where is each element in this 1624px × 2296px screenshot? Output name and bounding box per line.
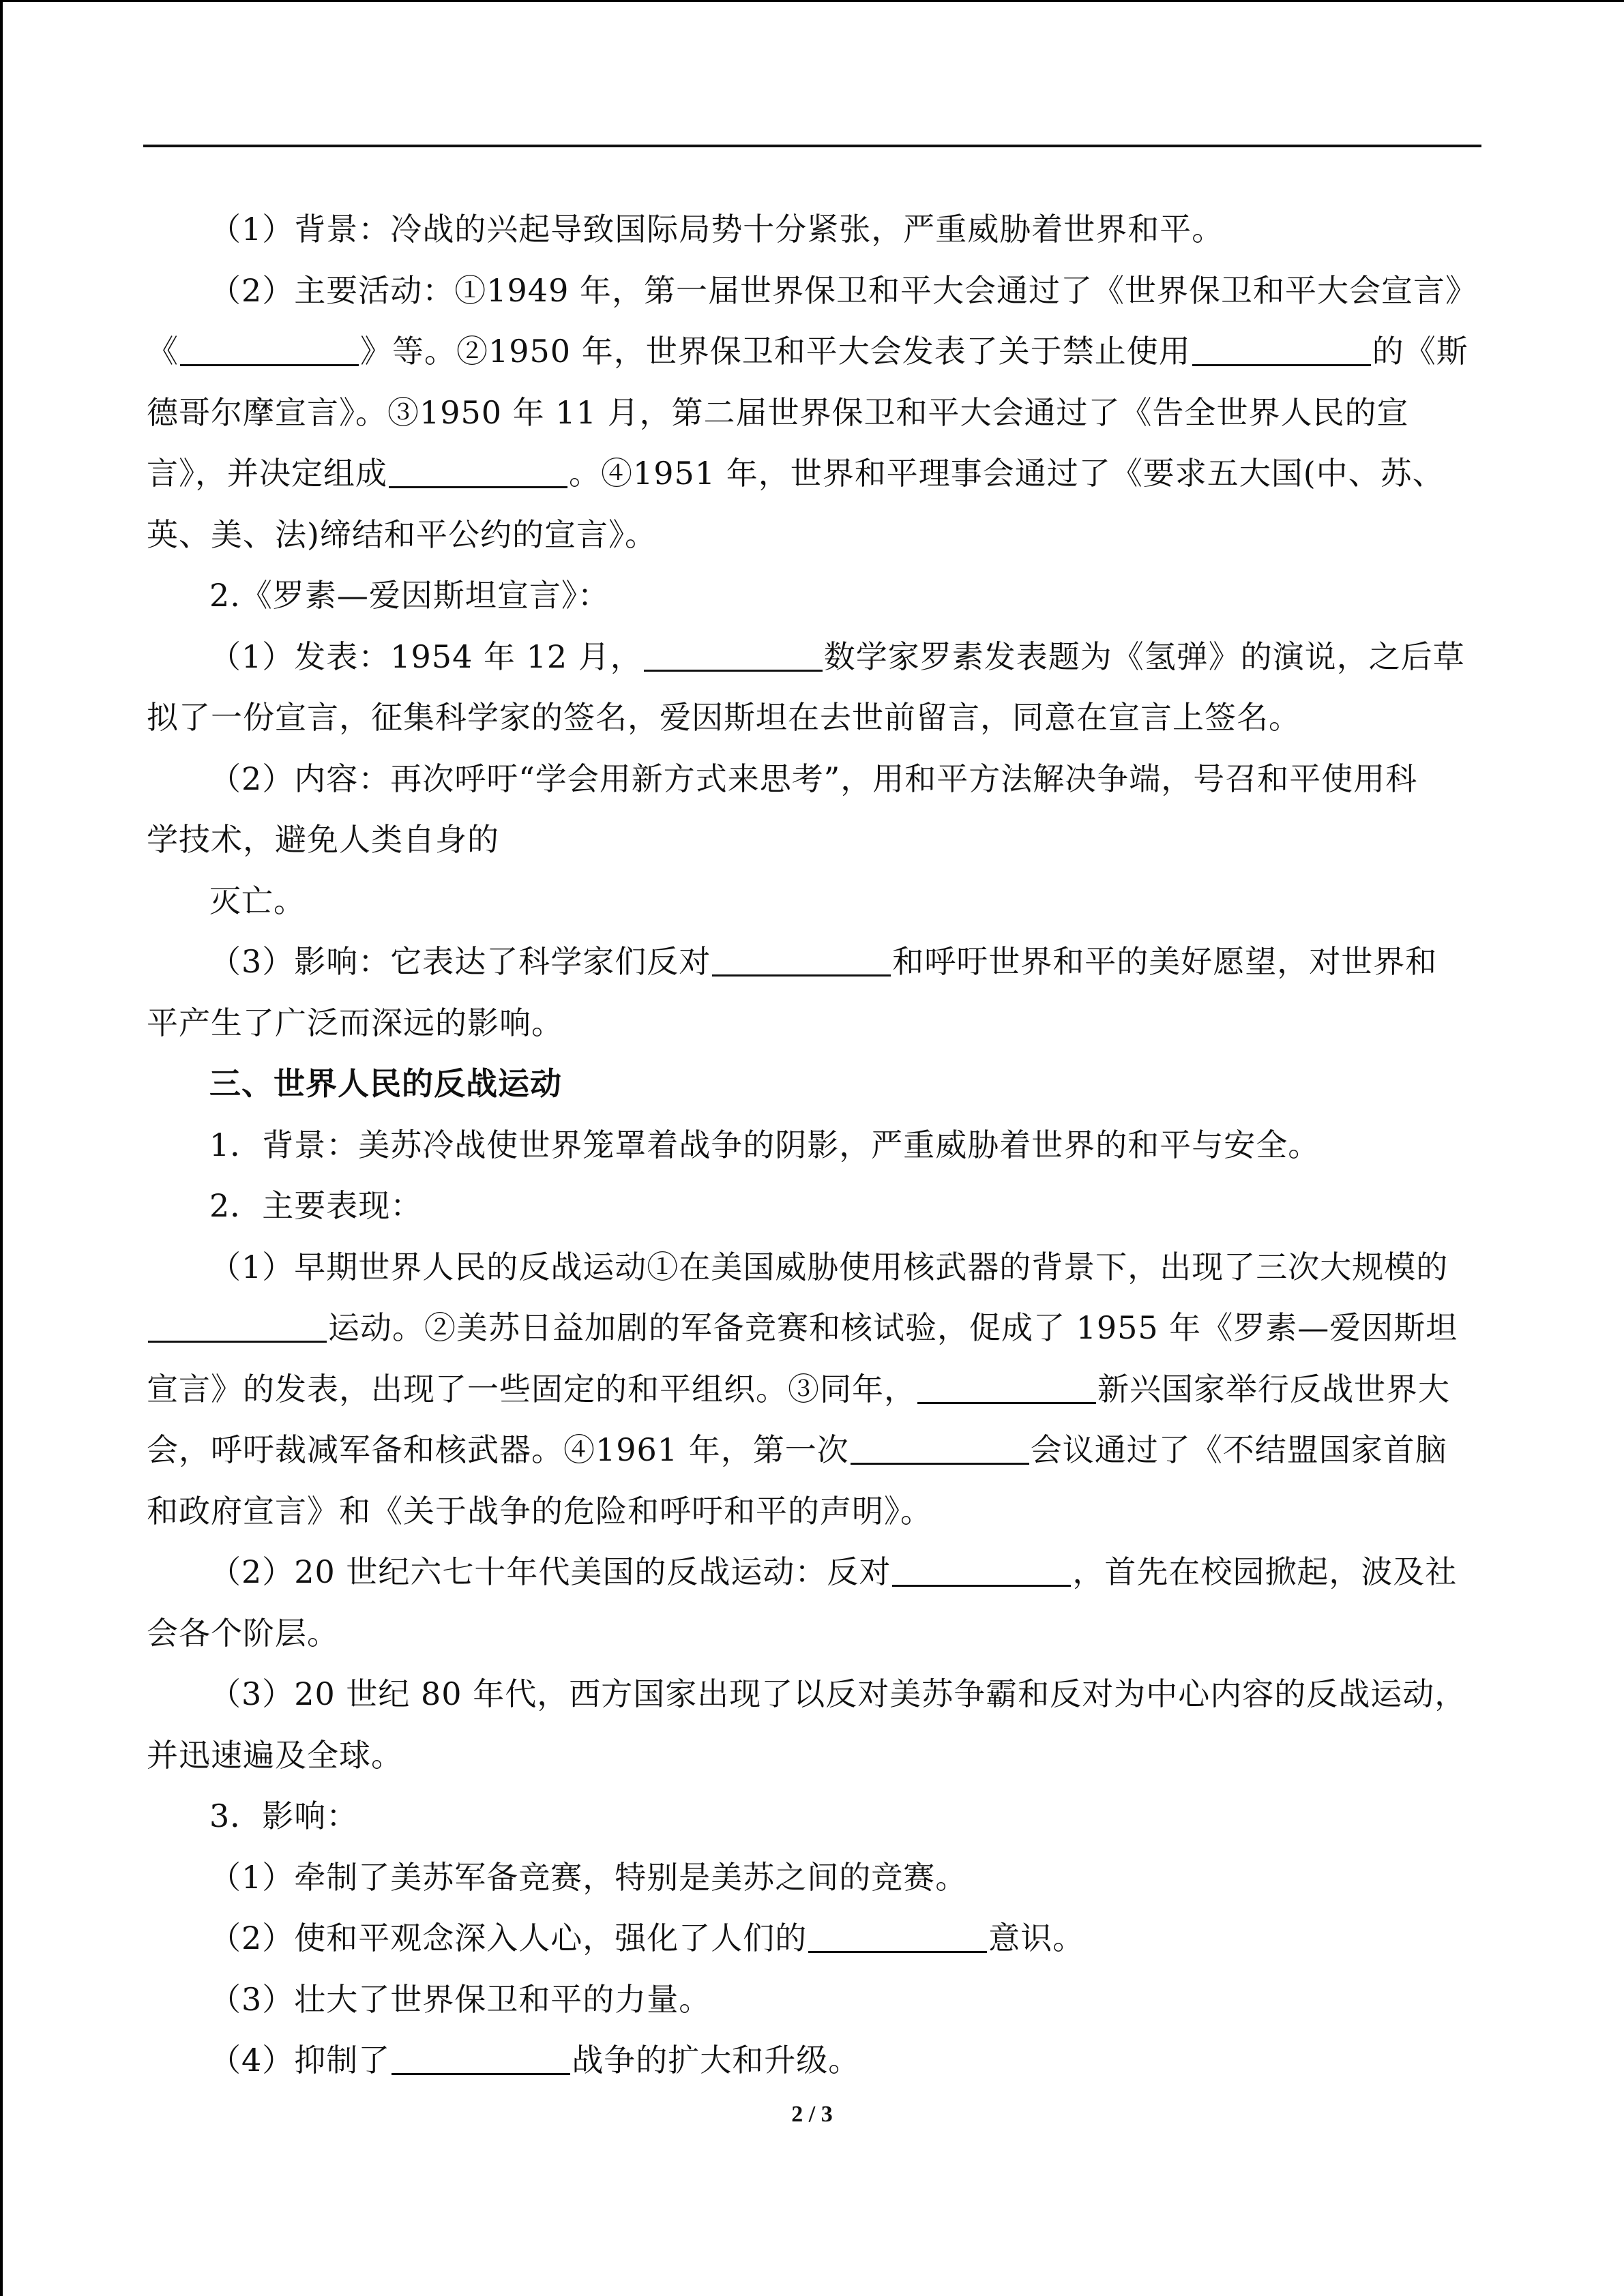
text-segment: （3）20 世纪 80 年代，西方国家出现了以反对美苏争霸和反对为中心内容的反战运动， [209,1675,1467,1712]
text-line [147,2030,1470,2091]
text-segment: 言》，并决定组成 [147,455,387,492]
text-line [147,871,1470,932]
page-border-top [0,0,1624,2]
page-number: 2 / 3 [791,2102,833,2127]
text-line [147,565,1470,627]
text-line [147,1969,1470,2031]
text-line [147,1908,1470,1969]
fill-in-blank[interactable] [389,455,567,488]
text-segment: 新兴国家举行反战世界大 [1097,1370,1450,1407]
page-border-left [0,0,3,2296]
text-line [147,1542,1470,1603]
text-line [147,809,1470,871]
text-line [147,1298,1470,1359]
text-segment: （1）发表：1954 年 12 月， [209,638,643,675]
text-segment: （4）抑制了 [209,2042,391,2078]
fill-in-blank[interactable] [1192,333,1371,366]
text-segment: 宣言》的发表，出现了一些固定的和平组织。③同年， [147,1370,916,1407]
fill-in-blank[interactable] [851,1431,1029,1465]
text-line [147,993,1470,1054]
text-segment: 》等。②1950 年，世界保卫和平大会发表了关于禁止使用 [360,333,1191,370]
text-line [147,1847,1470,1909]
fill-in-blank[interactable] [180,333,359,366]
text-line [147,443,1470,505]
text-segment: （3）影响：它表达了科学家们反对 [209,943,711,980]
text-line [147,1603,1470,1665]
text-line [147,1359,1470,1420]
text-segment: （2）20 世纪六七十年代美国的反战运动：反对 [209,1553,891,1590]
text-segment: 会各个阶层。 [147,1614,339,1652]
text-line [147,931,1470,993]
text-segment: 运动。②美苏日益加剧的军备竞赛和核试验，促成了 1955 年《罗素—爱因斯坦 [328,1309,1458,1346]
text-segment: （2）使和平观念深入人心，强化了人们的 [209,1920,808,1956]
document-body [147,199,1477,2091]
text-segment: 意识。 [988,1920,1085,1956]
text-line [147,321,1470,383]
text-line [147,1237,1470,1298]
text-line [147,1664,1470,1725]
fill-in-blank[interactable] [892,1553,1071,1587]
text-segment: 1．背景：美苏冷战使世界笼罩着战争的阴影，严重威胁着世界的和平与安全。 [209,1126,1320,1163]
text-segment: 战争的扩大和升级。 [572,2042,861,2078]
fill-in-blank[interactable] [808,1920,987,1953]
text-segment: 会，呼吁裁减军备和核武器。④1961 年，第一次 [147,1431,849,1468]
text-segment: 英、美、法)缔结和平公约的宣言》。 [147,516,657,553]
section-heading [147,1054,1470,1115]
text-segment: 2．主要表现： [209,1187,423,1224]
text-segment: 3．影响： [209,1798,359,1834]
text-segment: 和政府宣言》和《关于战争的危险和呼吁和平的声明》。 [147,1492,932,1530]
text-line [147,1115,1470,1176]
text-segment: 灭亡。 [209,882,306,919]
text-segment: 和呼吁世界和平的美好愿望，对世界和 [892,943,1438,980]
text-line [147,687,1470,749]
text-segment: 会议通过了《不结盟国家首脑 [1030,1431,1447,1468]
fill-in-blank[interactable] [644,638,823,672]
text-segment: 拟了一份宣言，征集科学家的签名，爱因斯坦在去世前留言，同意在宣言上签名。 [147,699,1301,736]
text-line [147,1420,1470,1481]
text-line [147,1725,1470,1787]
fill-in-blank[interactable] [712,943,891,976]
text-segment: ，首先在校园掀起，波及社 [1072,1553,1458,1590]
text-segment: （2）主要活动：①1949 年，第一届世界保卫和平大会通过了《世界保卫和平大会宣言》 [209,271,1477,309]
text-line [147,260,1477,322]
text-line [147,199,1470,260]
fill-in-blank[interactable] [917,1371,1096,1404]
text-segment: （2）内容：再次呼吁“学会用新方式来思考”，用和平方法解决争端，号召和平使用科 [209,760,1418,797]
text-segment: 《 [147,333,179,370]
text-line [147,1786,1470,1847]
text-segment: 。④1951 年，世界和平理事会通过了《要求五大国(中、苏、 [569,455,1445,492]
text-segment: （1）牵制了美苏军备竞赛，特别是美苏之间的竞赛。 [209,1858,968,1896]
fill-in-blank[interactable] [392,2042,570,2075]
text-line [147,627,1470,688]
text-line [147,505,1470,566]
text-segment: 德哥尔摩宣言》。③1950 年 11 月，第二届世界保卫和平大会通过了《告全世界人民的宣 [147,393,1409,431]
text-segment: 并迅速遍及全球。 [147,1736,403,1774]
text-segment: 2.《罗素—爱因斯坦宣言》： [209,577,610,614]
text-line [147,383,1470,444]
text-line [147,1481,1470,1542]
text-segment: （1）背景：冷战的兴起导致国际局势十分紧张，严重威胁着世界和平。 [209,211,1224,248]
fill-in-blank[interactable] [148,1309,327,1343]
text-segment: 三、世界人民的反战运动 [209,1065,562,1102]
text-segment: 学技术，避免人类自身的 [147,821,499,858]
text-segment: 数学家罗素发表题为《氢弹》的演说，之后草 [823,638,1465,675]
header-rule [143,145,1481,147]
text-segment: （1）早期世界人民的反战运动①在美国威胁使用核武器的背景下，出现了三次大规模的 [209,1248,1449,1285]
text-segment: 平产生了广泛而深远的影响。 [147,1004,563,1041]
text-line [147,1176,1470,1237]
text-segment: 的《斯 [1372,333,1468,370]
text-line [147,749,1470,810]
text-segment: （3）壮大了世界保卫和平的力量。 [209,1980,711,2018]
